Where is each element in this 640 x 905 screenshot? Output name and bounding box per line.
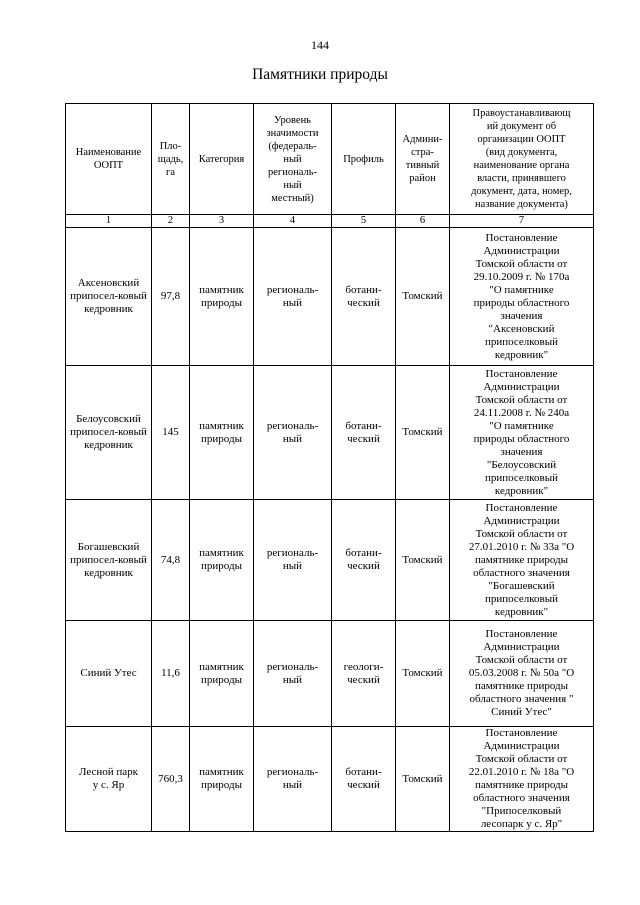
table-row	[66, 621, 594, 727]
natural-monuments-table	[65, 103, 594, 832]
table-row	[66, 727, 594, 832]
cell-profile: ботани- ческий	[332, 228, 396, 366]
cell-level: региональ- ный	[254, 228, 332, 366]
cell-profile: ботани- ческий	[332, 366, 396, 500]
cell-name: Лесной парк у с. Яр	[66, 727, 152, 832]
cell-document: Постановление Администрации Томской области от 24.11.2008 г. № 240а "О памятнике природы областного значения "Белоусовский припоселковый кедровник"	[450, 366, 594, 500]
cell-district: Томский	[396, 500, 450, 621]
header-area: Пло- щадь, га	[152, 104, 190, 215]
header-name: Наименование ООПТ	[66, 104, 152, 215]
cell-profile: ботани- ческий	[332, 500, 396, 621]
cell-level: региональ- ный	[254, 621, 332, 727]
cell-category: памятник природы	[190, 228, 254, 366]
cell-area: 145	[152, 366, 190, 500]
header-level: Уровень значимости (федераль- ный региональ- ный местный)	[254, 104, 332, 215]
cell-name: Белоусовский припосел-ковый кедровник	[66, 366, 152, 500]
table-row	[66, 228, 594, 366]
column-number: 2	[152, 215, 190, 228]
cell-area: 97,8	[152, 228, 190, 366]
column-number: 5	[332, 215, 396, 228]
column-number: 7	[450, 215, 594, 228]
cell-document: Постановление Администрации Томской области от 22.01.2010 г. № 18а "О памятнике природы областного значения "Припоселковый лесопарк у с. Яр"	[450, 727, 594, 832]
column-number-row	[66, 215, 594, 228]
cell-name: Богашевский припосел-ковый кедровник	[66, 500, 152, 621]
cell-category: памятник природы	[190, 727, 254, 832]
table-row	[66, 500, 594, 621]
header-category: Категория	[190, 104, 254, 215]
column-number: 6	[396, 215, 450, 228]
cell-level: региональ- ный	[254, 366, 332, 500]
header-document: Правоустанавливающ ий документ об организации ООПТ (вид документа, наименование органа власти, принявшего документ, дата, номер, название документа)	[450, 104, 594, 215]
column-number: 4	[254, 215, 332, 228]
cell-profile: геологи- ческий	[332, 621, 396, 727]
cell-area: 11,6	[152, 621, 190, 727]
cell-name: Синий Утес	[66, 621, 152, 727]
page-title: Памятники природы	[252, 66, 388, 83]
header-profile: Профиль	[332, 104, 396, 215]
cell-district: Томский	[396, 727, 450, 832]
cell-level: региональ- ный	[254, 727, 332, 832]
cell-district: Томский	[396, 228, 450, 366]
table-row	[66, 366, 594, 500]
cell-document: Постановление Администрации Томской области от 29.10.2009 г. № 170а "О памятнике природы областного значения "Аксеновский припоселковый кедровник"	[450, 228, 594, 366]
cell-level: региональ- ный	[254, 500, 332, 621]
column-number: 1	[66, 215, 152, 228]
cell-category: памятник природы	[190, 621, 254, 727]
table-header-row	[66, 104, 594, 215]
cell-profile: ботани- ческий	[332, 727, 396, 832]
cell-district: Томский	[396, 621, 450, 727]
page-number: 144	[311, 38, 329, 52]
cell-document: Постановление Администрации Томской области от 05.03.2008 г. № 50а "О памятнике природы областного значения " Синий Утес"	[450, 621, 594, 727]
cell-area: 760,3	[152, 727, 190, 832]
header-district: Админи- стра- тивный район	[396, 104, 450, 215]
cell-category: памятник природы	[190, 500, 254, 621]
cell-area: 74,8	[152, 500, 190, 621]
column-number: 3	[190, 215, 254, 228]
cell-district: Томский	[396, 366, 450, 500]
cell-category: памятник природы	[190, 366, 254, 500]
cell-document: Постановление Администрации Томской области от 27.01.2010 г. № 33а "О памятнике природы областного значения "Богашевский припоселковый кедровник"	[450, 500, 594, 621]
cell-name: Аксеновский припосел-ковый кедровник	[66, 228, 152, 366]
